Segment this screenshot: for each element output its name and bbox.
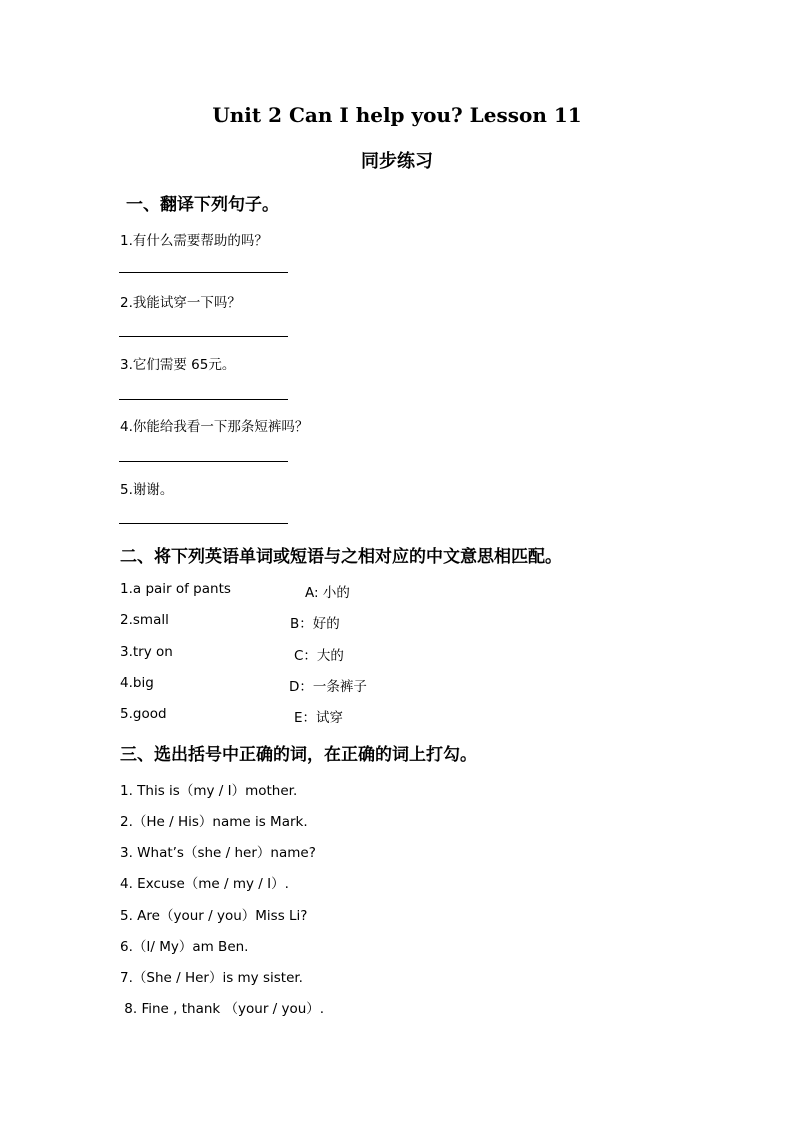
answer-blank[interactable]: [119, 399, 288, 400]
choice-item: 4. Excuse（me / my / I）.: [120, 876, 289, 892]
match-chinese-item: C：大的: [294, 648, 344, 664]
choice-item: 6.（I/ My）am Ben.: [120, 939, 249, 955]
answer-blank[interactable]: [119, 272, 288, 273]
match-chinese-item: A: 小的: [305, 585, 350, 601]
match-english-item: 4.big: [120, 675, 154, 691]
match-english-item: 2.small: [120, 612, 169, 628]
match-english-item: 3.try on: [120, 644, 173, 660]
translate-item: 2.我能试穿一下吗？: [120, 295, 241, 311]
translate-item: 1.有什么需要帮助的吗？: [120, 233, 268, 249]
translate-item: 4.你能给我看一下那条短裤吗？: [120, 419, 309, 435]
choice-item: 8. Fine , thank （your / you）.: [120, 1001, 325, 1017]
choice-item: 2.（He / His）name is Mark.: [120, 814, 308, 830]
choice-item: 1. This is（my / I）mother.: [120, 783, 298, 799]
match-english-item: 1.a pair of pants: [120, 581, 231, 597]
translate-item: 5.谢谢。: [120, 482, 174, 498]
section1-heading: 一、翻译下列句子。: [126, 195, 279, 215]
answer-blank[interactable]: [119, 461, 288, 462]
translate-item: 3.它们需要 65元。: [120, 357, 236, 373]
choice-item: 3. What’s（she / her）name?: [120, 845, 316, 861]
answer-blank[interactable]: [119, 523, 288, 524]
match-chinese-item: B：好的: [290, 616, 340, 632]
answer-blank[interactable]: [119, 336, 288, 337]
match-english-item: 5.good: [120, 706, 167, 722]
page-subtitle: 同步练习: [361, 151, 433, 172]
match-chinese-item: D：一条裤子: [289, 679, 367, 695]
section3-heading: 三、选出括号中正确的词，在正确的词上打勾。: [120, 745, 477, 765]
choice-item: 7.（She / Her）is my sister.: [120, 970, 303, 986]
page-title: Unit 2 Can I help you? Lesson 11: [212, 103, 582, 127]
match-chinese-item: E：试穿: [294, 710, 344, 726]
choice-item: 5. Are（your / you）Miss Li?: [120, 908, 308, 924]
section2-heading: 二、将下列英语单词或短语与之相对应的中文意思相匹配。: [120, 547, 562, 567]
